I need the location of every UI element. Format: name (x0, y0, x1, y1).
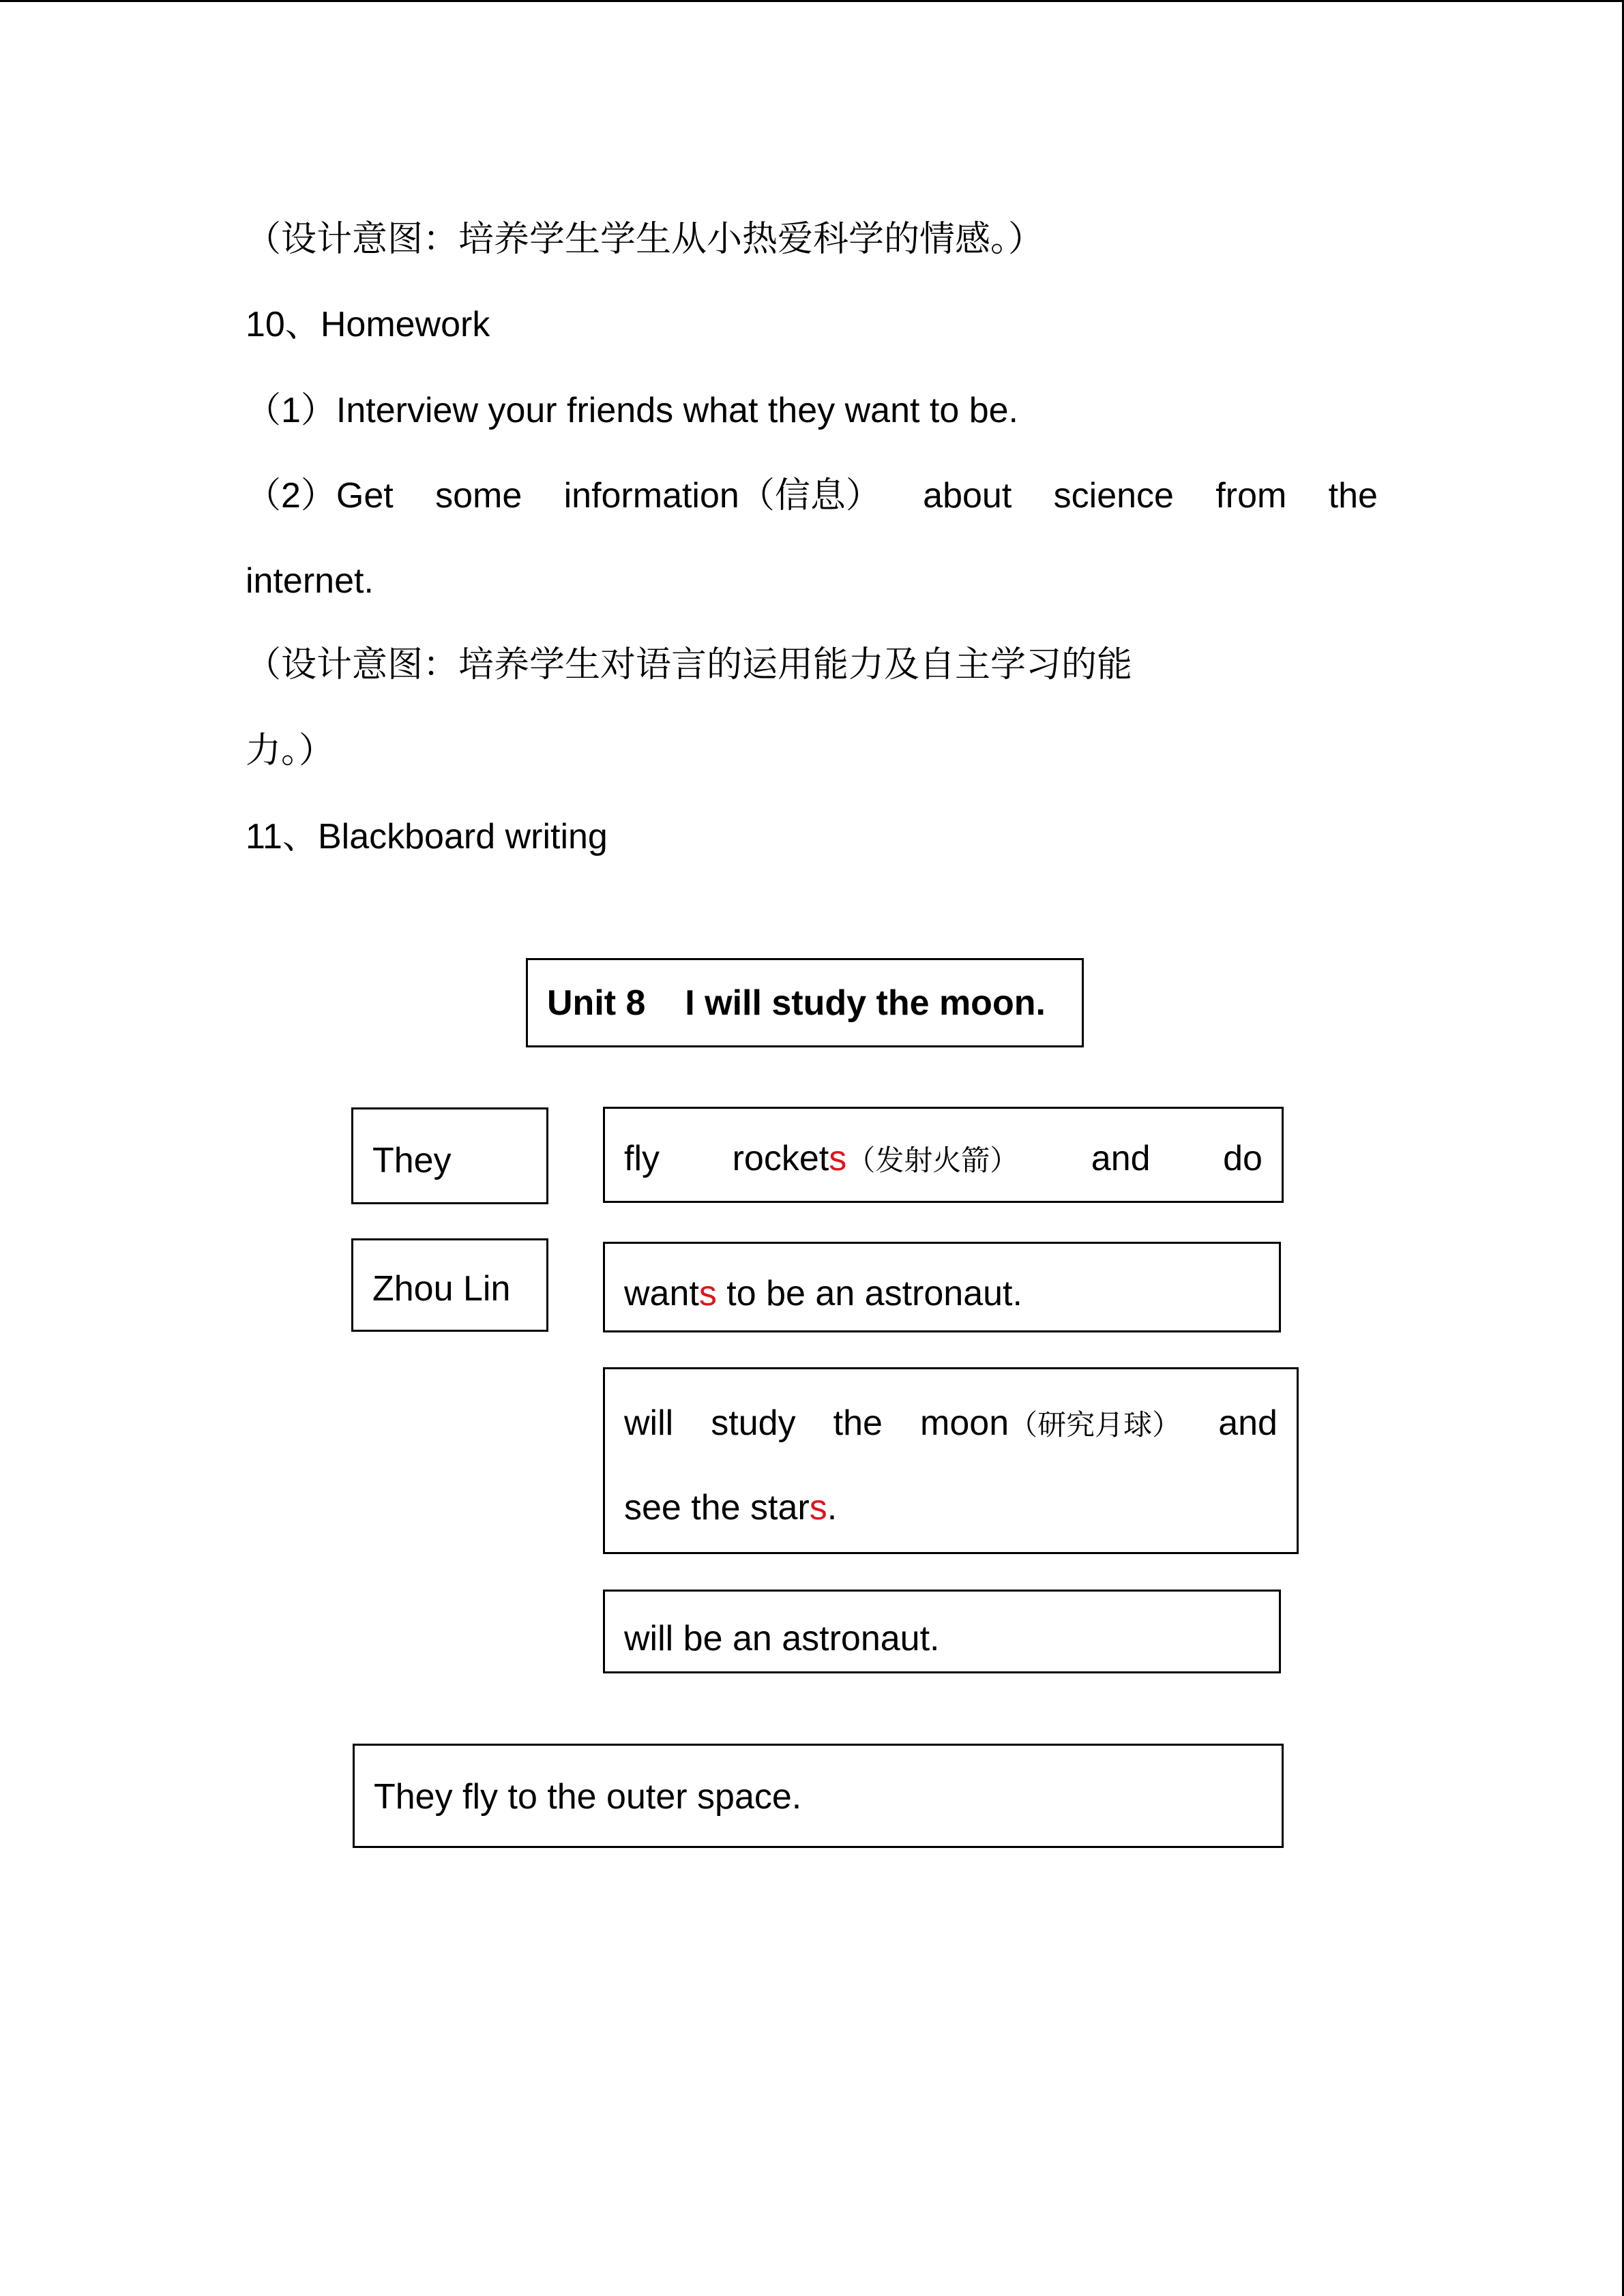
heading-blackboard: 11、Blackboard writing (246, 817, 608, 856)
predicate-3-word: study (711, 1403, 796, 1443)
heading-homework: 10、Homework (246, 305, 490, 344)
plural-suffix: s (829, 1139, 847, 1178)
design-intent-2-line-2: 力。） (246, 730, 335, 771)
plural-suffix: s (698, 1274, 717, 1313)
predicate-3-word: will (624, 1403, 674, 1443)
subject-box-they (351, 1107, 548, 1204)
moon-note: （研究月球） (1009, 1408, 1181, 1442)
homework-item-2-word: some (435, 476, 522, 516)
page-border-top (0, 0, 1624, 2)
predicate-box-3 (603, 1367, 1299, 1554)
predicate-box-4 (603, 1590, 1281, 1673)
predicate-box-2 (603, 1242, 1281, 1332)
bottom-sentence: They fly to the outer space. (374, 1777, 802, 1817)
predicate-1-line (624, 1135, 1263, 1184)
subject-zhou-lin: Zhou Lin (372, 1269, 511, 1309)
predicate-3-word: the (833, 1403, 883, 1443)
predicate-1-rockets (733, 1135, 1019, 1184)
subject-box-zhou-lin (351, 1238, 548, 1332)
homework-item-2-word: information（信息） (563, 476, 881, 516)
homework-item-2-word: from (1215, 476, 1287, 516)
predicate-4-text: will be an astronaut. (624, 1619, 940, 1658)
design-intent-1: （设计意图：培养学生学生从小热爱科学的情感。） (246, 219, 1044, 260)
predicate-1-word: fly (624, 1139, 660, 1178)
homework-item-1: （1）Interview your friends what they want to be. (246, 391, 1018, 430)
predicate-3-line-2 (624, 1484, 837, 1532)
homework-item-2-prefix: （2）Get (246, 476, 394, 516)
predicate-box-1 (603, 1107, 1284, 1203)
homework-item-2-word: science (1053, 476, 1174, 516)
predicate-1-word: and (1091, 1139, 1151, 1178)
predicate-2-text (624, 1270, 1022, 1317)
predicate-2-rest: to be an astronaut. (716, 1274, 1022, 1313)
bottom-sentence-box (353, 1744, 1284, 1848)
predicate-1-word: do (1223, 1139, 1263, 1178)
predicate-3-moon: moon（研究月球） (920, 1403, 1181, 1443)
homework-item-2 (246, 472, 1378, 520)
want-base: want (624, 1274, 699, 1313)
homework-item-2-continued: internet. (246, 561, 374, 601)
plural-suffix: s (809, 1488, 827, 1527)
predicate-3-line-1 (624, 1399, 1278, 1449)
blackboard-title-box (526, 958, 1084, 1047)
rocket-base: rocket (732, 1139, 829, 1178)
blackboard-title: Unit 8 I will study the moon. (547, 983, 1046, 1023)
predicate-3-word: and (1218, 1403, 1278, 1443)
subject-they: They (372, 1141, 452, 1180)
rocket-note: （发射火箭） (846, 1144, 1019, 1177)
sentence-end: . (827, 1488, 838, 1527)
homework-item-2-word: the (1328, 476, 1378, 516)
homework-item-2-word: about (923, 476, 1012, 516)
design-intent-2-line-1: （设计意图：培养学生对语言的运用能力及自主学习的能 (246, 644, 1133, 685)
star-base: see the star (624, 1488, 810, 1527)
